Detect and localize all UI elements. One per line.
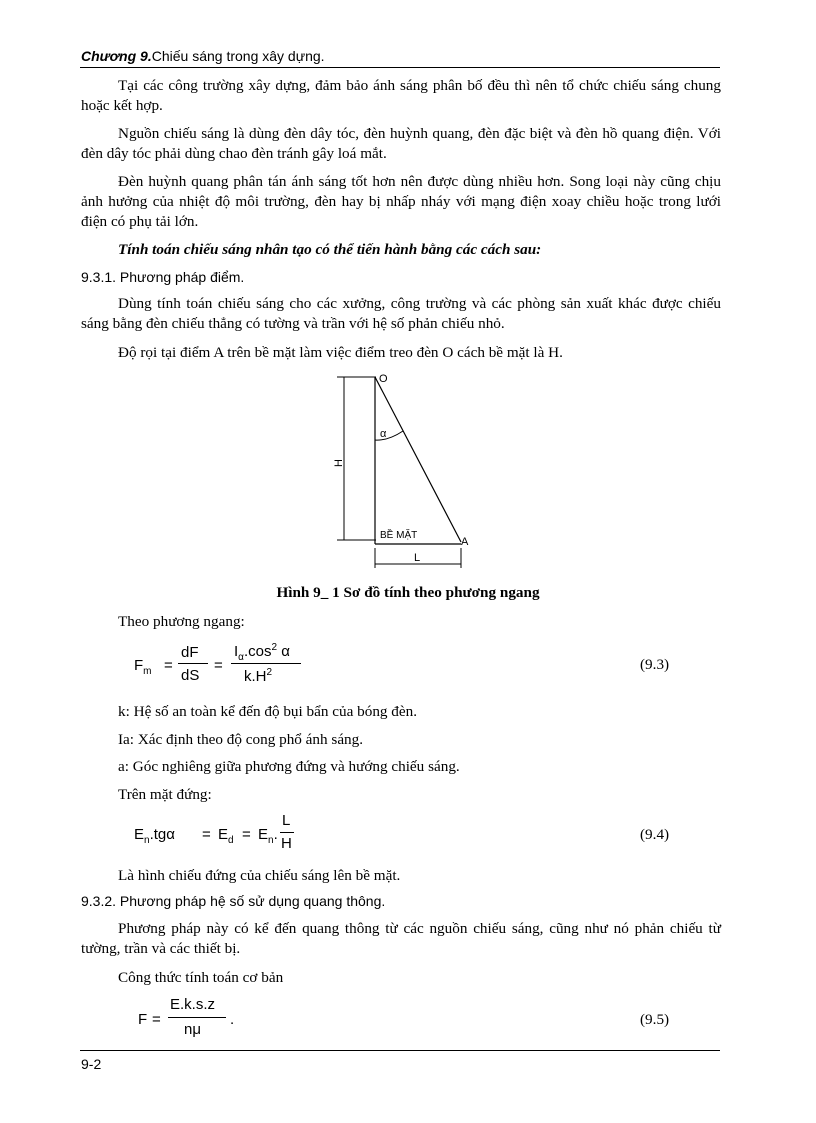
eq3-lhs: F (138, 1011, 148, 1028)
section-heading-9-3-2: 9.3.2. Phương pháp hệ số sử dụng quang thông. (81, 893, 386, 909)
eq1-equals-1: = (164, 657, 173, 674)
eq2-frac-num: L (282, 812, 291, 829)
eq2-frac-bar (280, 832, 294, 833)
paragraph-6: Độ rọi tại điểm A trên bề mặt làm việc điểm treo đèn O cách bề mặt là H. (118, 344, 563, 361)
eq1-lhs: $F_m$ (134, 657, 152, 677)
eq1-frac2-bar (231, 663, 301, 664)
paragraph-5: Dùng tính toán chiếu sáng cho các xưởng, công trường và các phòng sản xuất khác được chiếu sáng bằng đèn chiếu thẳng có tường và trần với hệ số phản chiếu nhỏ. (81, 295, 721, 332)
eq1-equals-2: = (214, 657, 223, 674)
eq3-frac-num: E.k.s.z (170, 996, 216, 1013)
section-heading-9-3-1: 9.3.1. Phương pháp điểm. (81, 269, 245, 285)
eq2-equals-1: = (202, 826, 211, 843)
figure-diagram (320, 368, 490, 576)
paragraph-3: Đèn huỳnh quang phân tán ánh sáng tốt hơn nên được dùng nhiều hơn. Song loại này cũng chịu ảnh hưởng của nhiệt độ môi trường, đèn hay bị nhấp nháy với mạng điện xoay chiều hoặc trong lưới điện có phụ tải lớn. (81, 173, 721, 230)
paragraph-methods-intro: Tính toán chiếu sáng nhân tạo có thể tiến hành bằng các cách sau: (118, 241, 542, 258)
eq3-tail: . (230, 1011, 235, 1028)
label-h: H (333, 459, 345, 467)
paragraph-12: Là hình chiếu đứng của chiếu sáng lên bề mặt. (118, 867, 401, 884)
label-surface: BỀ MẶT (380, 530, 418, 541)
equation-number-9-5: (9.5) (640, 1011, 670, 1028)
equation-number-9-3: (9.3) (640, 656, 670, 673)
eq1-frac1-den: dS (181, 667, 200, 684)
paragraph-2: Nguồn chiếu sáng là dùng đèn dây tóc, đèn huỳnh quang, đèn đặc biệt và đèn hồ quang điện. Với đèn dây tóc phải dùng chao đèn tránh gây loá mắt. (81, 125, 721, 162)
label-alpha: α (380, 428, 387, 440)
eq1-frac1-bar (178, 663, 208, 664)
paragraph-13: Phương pháp này có kể đến quang thông từ các nguồn chiếu sáng, cũng như nó phản chiếu từ tường, trần và các thiết bị. (81, 920, 721, 957)
eq2-frac-den: H (281, 835, 292, 852)
chapter-title: Chiếu sáng trong xây dựng. (151, 48, 325, 64)
paragraph-14: Công thức tính toán cơ bản (118, 969, 284, 986)
eq1-frac2-den: $k.H^2$ (244, 667, 273, 685)
figure-caption: Hình 9_ 1 Sơ đồ tính theo phương ngang (276, 584, 540, 601)
eq2-equals-2: = (242, 826, 251, 843)
page-number: 9-2 (81, 1056, 102, 1072)
paragraph-9: Ia: Xác định theo độ cong phổ ánh sáng. (118, 731, 364, 748)
label-l: L (414, 552, 421, 564)
paragraph-11: Trên mặt đứng: (118, 786, 212, 803)
eq2-term-en: $E_n$. (258, 826, 278, 846)
equation-9-3 (134, 640, 434, 696)
paragraph-7: Theo phương ngang: (118, 613, 245, 630)
eq1-frac2-num: $I_\alpha.\cos^2$ α (234, 642, 290, 663)
label-a: A (461, 536, 469, 548)
equation-9-5 (138, 996, 338, 1048)
light-ray-line (375, 377, 461, 542)
footer-rule (80, 1050, 720, 1051)
eq1-frac1-num: dF (181, 644, 199, 661)
chapter-label: Chương 9. (81, 48, 152, 64)
eq3-frac-bar (168, 1017, 226, 1018)
eq3-equals: = (152, 1011, 161, 1028)
equation-number-9-4: (9.4) (640, 826, 670, 843)
running-header (81, 48, 325, 64)
eq2-term-ed: $E_d$ (218, 826, 234, 846)
paragraph-10: a: Góc nghiêng giữa phương đứng và hướng chiếu sáng. (118, 758, 460, 775)
paragraph-8: k: Hệ số an toàn kể đến độ bụi bẩn của bóng đèn. (118, 703, 418, 720)
eq2-term-1: $E_n.tg\alpha$ (134, 826, 175, 846)
eq3-frac-den: nμ (184, 1021, 201, 1038)
equation-9-4 (134, 812, 394, 862)
paragraph-1: Tại các công trường xây dựng, đảm bảo ánh sáng phân bố đều thì nên tổ chức chiếu sáng chung hoặc kết hợp. (81, 77, 721, 114)
label-o: O (379, 373, 388, 385)
header-rule (80, 67, 720, 68)
